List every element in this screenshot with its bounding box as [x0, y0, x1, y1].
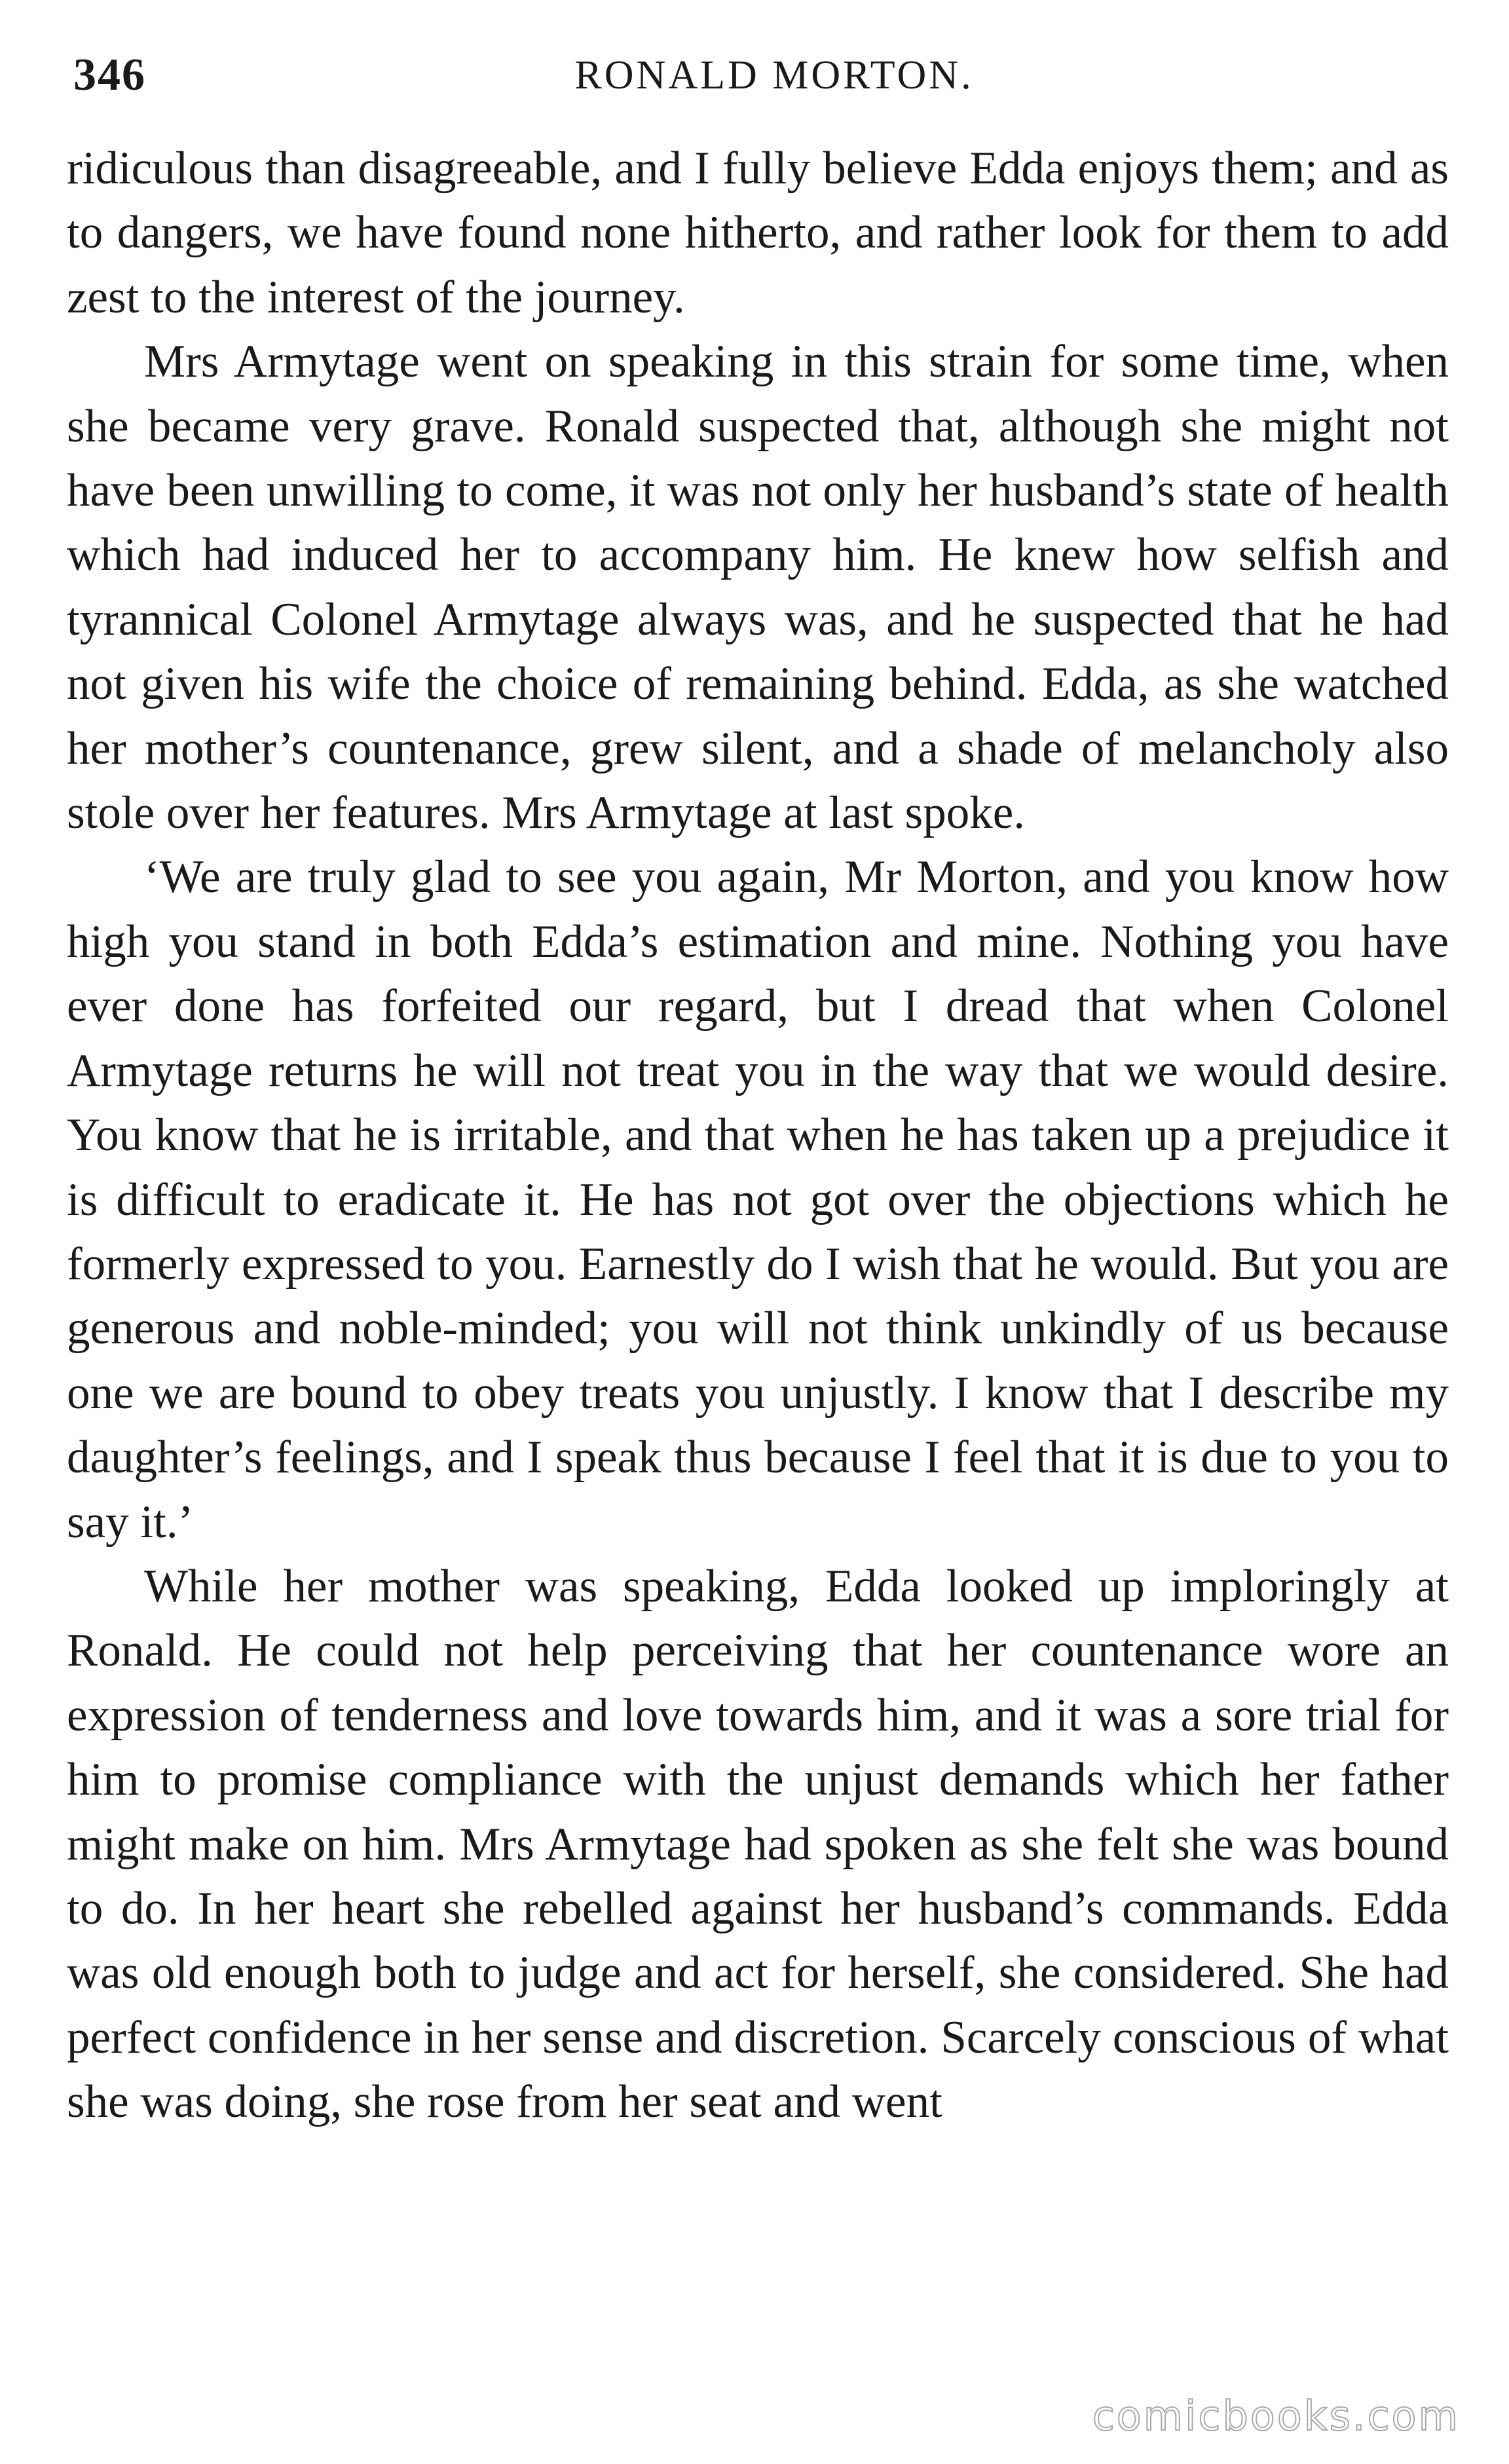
paragraph-quote: ‘We are truly glad to see you again, Mr Morton, and you know how high you stand in both Edda’s estimation and mine. Nothing you have ever done has forfeited our regard, but I dread that when Colonel Armytage returns he will not treat you in the way that we would desire. You know that he is irritable, and that when he has taken up a prejudice it is difficult to eradicate it. He has not got over the objections which he formerly expressed to you. Earnestly do I wish that he would. But you are generous and noble-minded; you will not think unkindly of us because one we are bound to obey treats you unjustly. I know that I describe my daughter’s feelings, and I speak thus because I feel that it is due to you to say it.’ [67, 851, 1449, 1548]
paragraph: While her mother was speaking, Edda looked up imploringly at Ronald. He could not help perceiving that her countenance wore an expression of tenderness and love towards him, and it was a sore trial for him to promise compliance with the unjust demands which her father might make on him. Mrs Armytage had spoken as she felt she was bound to do. In her heart she rebelled against her husband’s commands. Edda was old enough both to judge and act for herself, she considered. She had perfect confidence in her sense and discretion. Scarcely conscious of what she was doing, she rose from her seat and went [67, 1560, 1449, 2128]
running-head: RONALD MORTON. [574, 53, 974, 98]
watermark: comicbooks.com [1092, 2392, 1460, 2440]
paragraph: Mrs Armytage went on speaking in this strain for some time, when she became very grave. Ronald suspected that, although she might not have been unwilling to come, it was not only her husband’s state of health which had induced her to accompany him. He knew how selfish and tyrannical Colonel Armytage always was, and he suspected that he had not given his wife the choice of remaining behind. Edda, as she watched her mother’s countenance, grew silent, and a shade of melancholy also stole over her features. Mrs Armytage at last spoke. [67, 336, 1449, 839]
paragraph-continued: ridiculous than disagreeable, and I fully believe Edda enjoys them; and as to dangers, we have found none hitherto, and rather look for them to add zest to the interest of the journey. [67, 143, 1449, 323]
body-text [67, 136, 1449, 2135]
page-number: 346 [73, 50, 146, 100]
page-header [73, 36, 1449, 115]
